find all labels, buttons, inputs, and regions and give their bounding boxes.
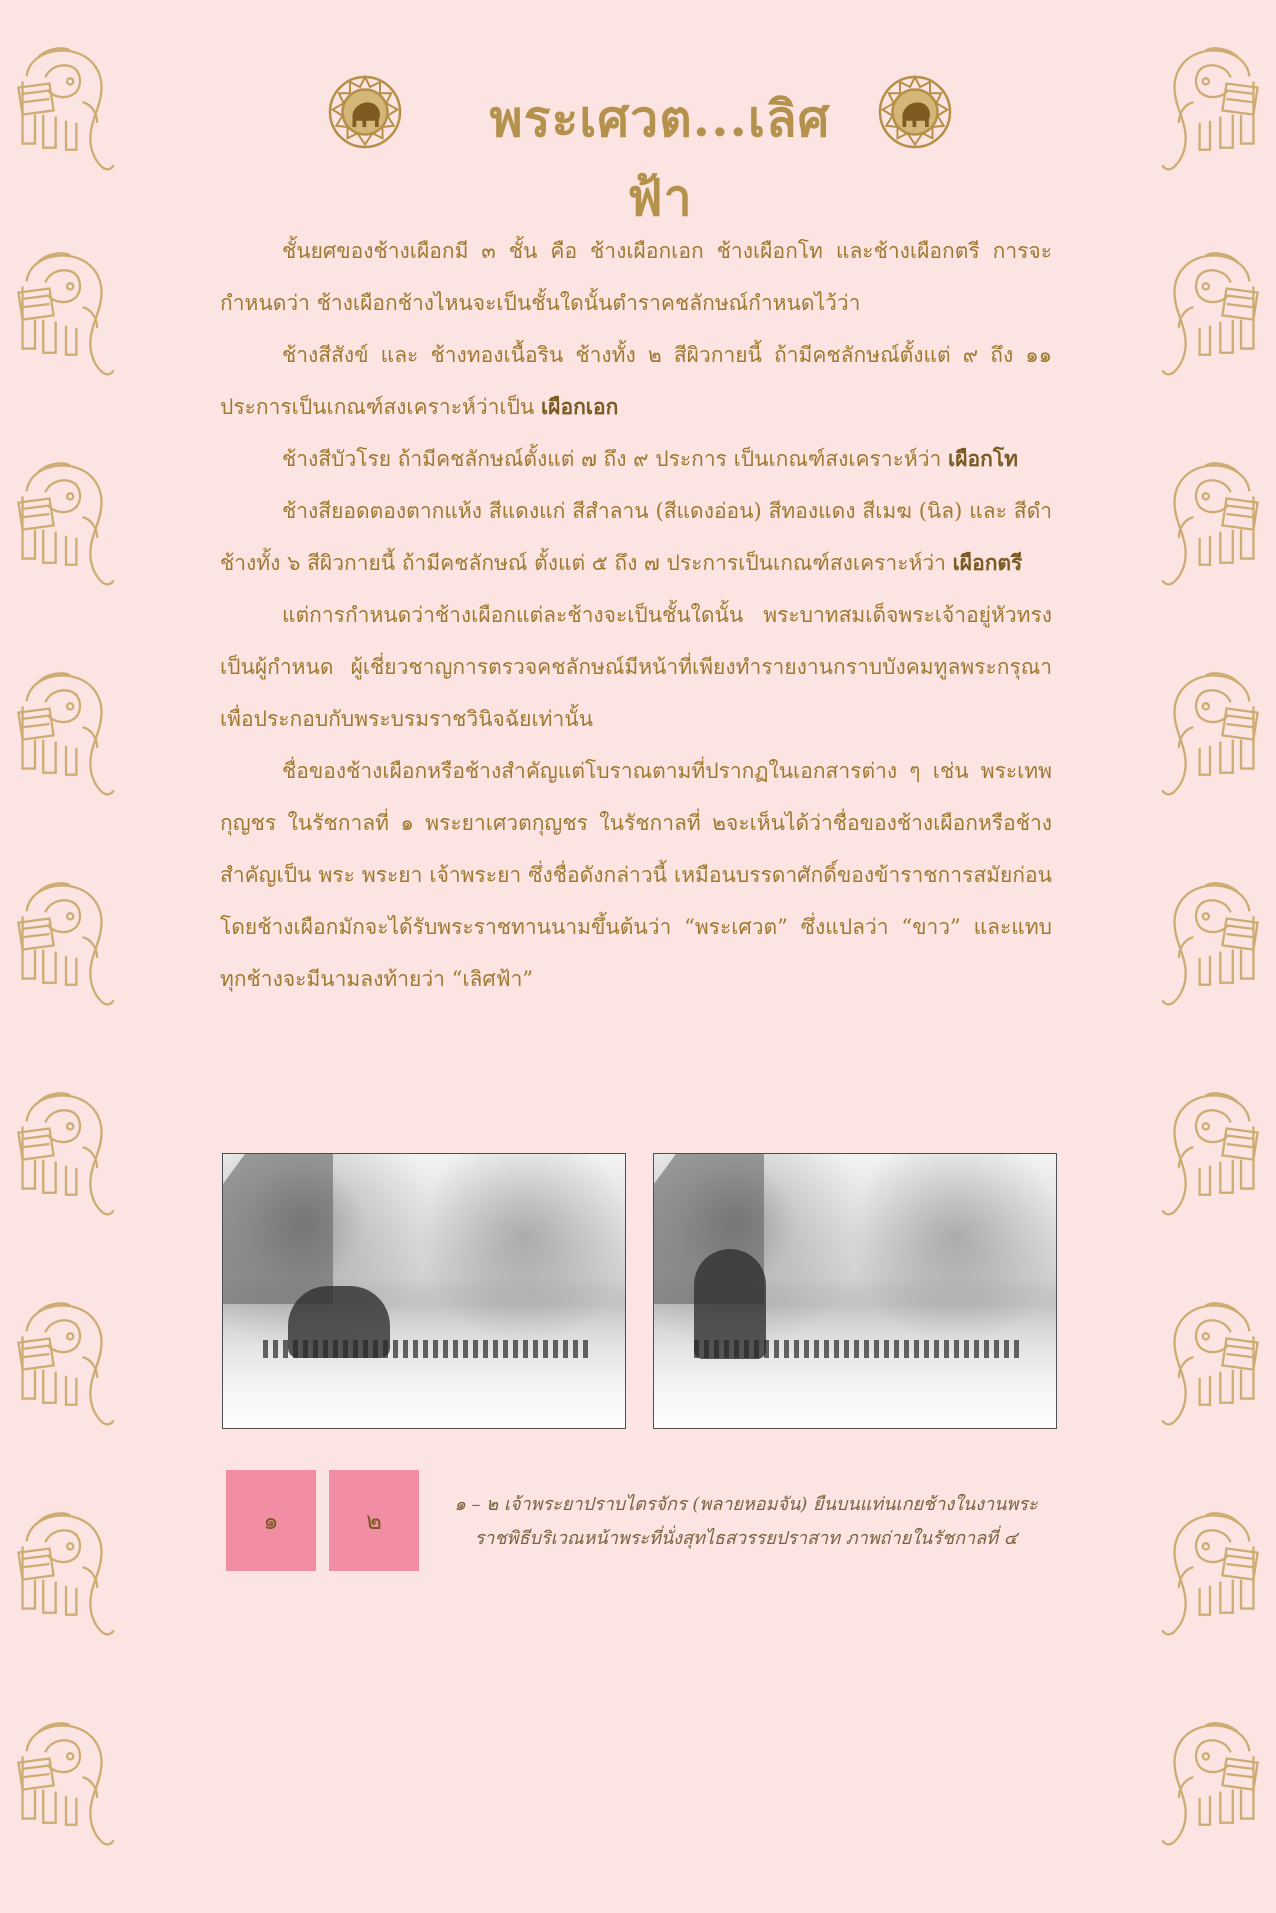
seal-icon xyxy=(325,72,405,152)
elephant-icon xyxy=(0,1085,130,1230)
paragraph-3 xyxy=(220,433,1052,485)
seal-icon xyxy=(875,72,955,152)
paragraph-2-bold: เผือกเอก xyxy=(540,394,619,419)
photo-crowd xyxy=(694,1340,1024,1358)
elephant-icon xyxy=(0,245,130,390)
paragraph-2-prefix: ช้างสีสังข์ และ ช้างทองเนื้อริน ช้างทั้ง ๒ สีผิวกายนี้ ถ้ามีคชลักษณ์ตั้งแต่ ๙ ถึง ๑๑ ประการเป็นเกณฑ์สงเคราะห์ว่าเป็น xyxy=(220,343,1052,419)
photo-label-1: ๑ xyxy=(226,1470,316,1571)
elephant-icon xyxy=(1146,245,1276,390)
paragraph-3-prefix: ช้างสีบัวโรย ถ้ามีคชลักษณ์ตั้งแต่ ๗ ถึง ๙ ประการ เป็นเกณฑ์สงเคราะห์ว่า xyxy=(282,447,949,471)
paragraph-4 xyxy=(220,485,1052,589)
paragraph-4-bold: เผือกตรี xyxy=(952,550,1023,575)
photo-crowd xyxy=(263,1340,593,1358)
left-elephant-border xyxy=(0,0,165,1913)
page-header xyxy=(0,70,1276,227)
historic-photo-2 xyxy=(653,1153,1057,1429)
article-body xyxy=(220,225,1052,1005)
paragraph-6: ชื่อของช้างเผือกหรือช้างสำคัญแต่โบราณตามที่ปรากฏในเอกสารต่าง ๆ เช่น พระเทพกุญชร ในรัชกาลที่ ๑ พระยาเศวตกุญชร ในรัชกาลที่ ๒จะเห็นได้ว่าชื่อของช้างเผือกหรือช้างสำคัญเป็น พระ พระยา เจ้าพระยา ซึ่งชื่อดังกล่าวนี้ เหมือนบรรดาศักดิ์ของข้าราชการสมัยก่อน โดยช้างเผือกมักจะได้รับพระราชทานนามขึ้นต้นว่า “พระเศวต” ซึ่งแปลว่า “ขาว” และแทบทุกช้างจะมีนามลงท้ายว่า “เลิศฟ้า” xyxy=(220,759,1052,991)
photo-label-2: ๒ xyxy=(329,1470,419,1571)
elephant-icon xyxy=(0,1715,130,1860)
elephant-icon xyxy=(1146,665,1276,810)
photo-building xyxy=(223,1154,333,1304)
elephant-icon xyxy=(0,875,130,1020)
elephant-icon xyxy=(0,665,130,810)
paragraph-1: ชั้นยศของช้างเผือกมี ๓ ชั้น คือ ช้างเผือกเอก ช้างเผือกโท และช้างเผือกตรี การจะกำหนดว่า ช้างเผือกช้างไหนจะเป็นชั้นใดนั้นตำราคชลักษณ์กำหนดไว้ว่า xyxy=(220,239,1052,315)
paragraph-3-bold: เผือกโท xyxy=(948,446,1018,471)
paragraph-4-prefix: ช้างสียอดตองตากแห้ง สีแดงแก่ สีสำลาน (สีแดงอ่อน) สีทองแดง สีเมฆ (นิล) และ สีดำ ช้างทั้ง ๖ สีผิวกายนี้ ถ้ามีคชลักษณ์ ตั้งแต่ ๕ ถึง ๗ ประการเป็นเกณฑ์สงเคราะห์ว่า xyxy=(220,499,1052,575)
elephant-icon xyxy=(0,455,130,600)
right-elephant-border xyxy=(1111,0,1276,1913)
page-title: พระเศวต...เลิศฟ้า xyxy=(489,89,831,227)
historic-photo-1 xyxy=(222,1153,626,1429)
elephant-icon xyxy=(1146,455,1276,600)
elephant-icon xyxy=(1146,1295,1276,1440)
photo-caption: ๑ – ๒ เจ้าพระยาปราบไตรจักร (พลายหอมจัน) ยืนบนแท่นเกยช้างในงานพระราชพิธีบริเวณหน้าพระที่นั่งสุทไธสวรรยปราสาท ภาพถ่ายในรัชกาลที่ ๔ xyxy=(454,1494,1038,1549)
elephant-icon xyxy=(1146,875,1276,1020)
paragraph-2 xyxy=(220,329,1052,433)
paragraph-5: แต่การกำหนดว่าช้างเผือกแต่ละช้างจะเป็นชั้นใดนั้น พระบาทสมเด็จพระเจ้าอยู่หัวทรงเป็นผู้กำหนด ผู้เชี่ยวชาญการตรวจคชลักษณ์มีหน้าที่เพียงทำรายงานกราบบังคมทูลพระกรุณาเพื่อประกอบกับพระบรมราชวินิจฉัยเท่านั้น xyxy=(220,603,1052,731)
elephant-icon xyxy=(0,1295,130,1440)
elephant-icon xyxy=(1146,1085,1276,1230)
elephant-icon xyxy=(1146,1505,1276,1650)
elephant-icon xyxy=(0,1505,130,1650)
elephant-icon xyxy=(1146,1715,1276,1860)
